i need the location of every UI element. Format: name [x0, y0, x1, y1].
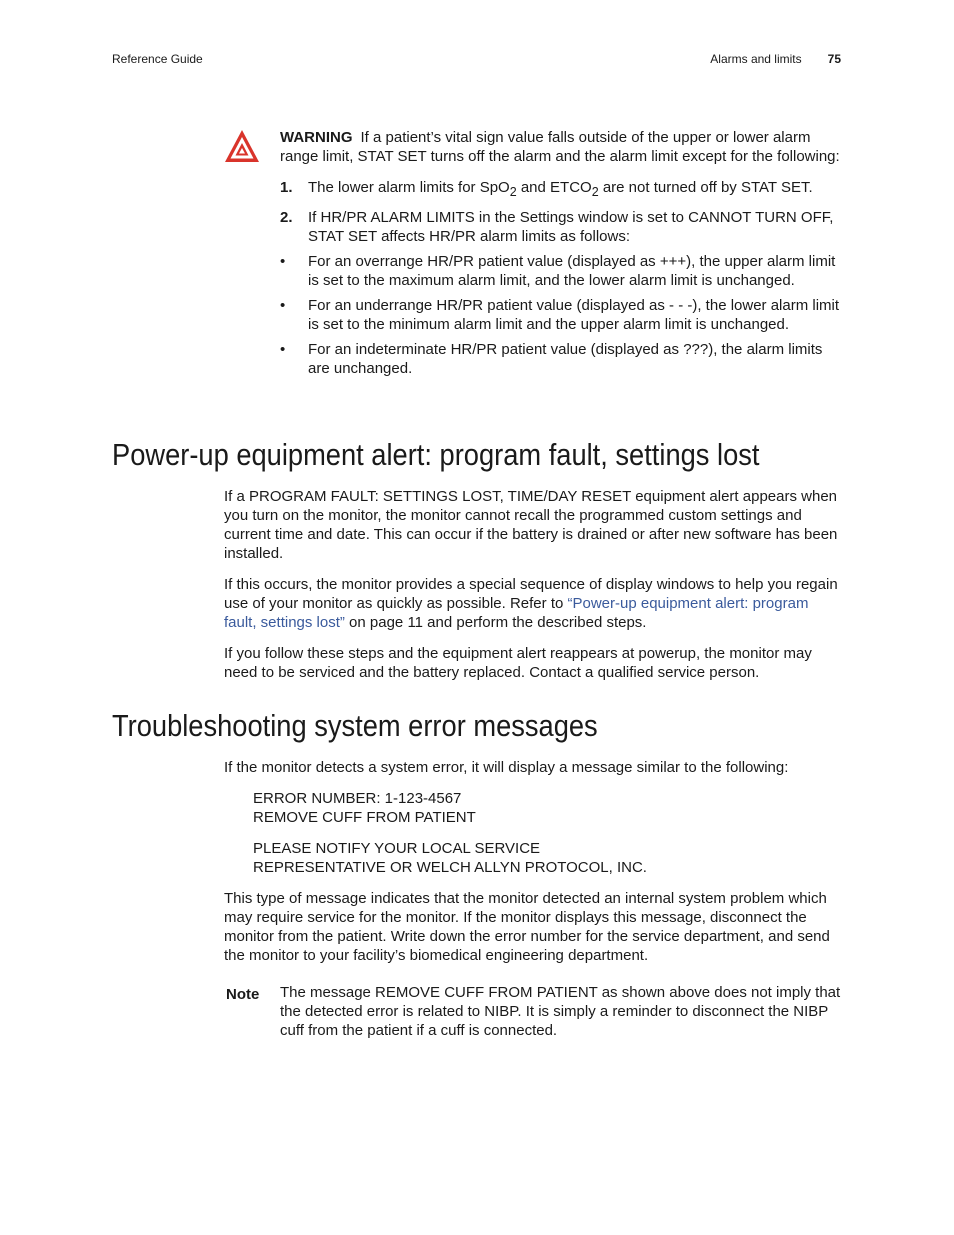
running-header-section — [710, 52, 841, 66]
section-heading-power-up: Power-up equipment alert: program fault, settings lost — [112, 437, 760, 472]
paragraph — [224, 575, 842, 632]
paragraph: This type of message indicates that the monitor detected an internal system problem which may require service for the monitor. If the monitor displays this message, disconnect the monitor from the patient. Write down the error number for the service department, and send the monitor to your facility’s biomedical engineering department. — [224, 890, 830, 964]
error-message-example — [224, 839, 842, 877]
bullet-icon: • — [280, 341, 286, 358]
running-header-title: Reference Guide — [112, 52, 203, 66]
bullet-item — [280, 340, 842, 378]
bullet-text: For an indeterminate HR/PR patient value (displayed as ???), the alarm limits are unchanged. — [308, 341, 823, 377]
note-text: The message REMOVE CUFF FROM PATIENT as shown above does not imply that the detected error is related to NIBP. It is simply a reminder to disconnect the NIBP cuff from the patient if a cuff is connected. — [280, 984, 841, 1039]
troubleshooting-section-body — [224, 758, 842, 977]
bullet-icon: • — [280, 253, 286, 270]
message-line: REMOVE CUFF FROM PATIENT — [253, 809, 476, 826]
item-text: and ETCO — [516, 179, 592, 196]
power-up-section-body — [224, 487, 842, 694]
error-message-example — [224, 789, 842, 827]
warning-block — [280, 128, 842, 378]
bullet-text: For an underrange HR/PR patient value (displayed as - - -), the lower alarm limit is set to the minimum alarm limit and the upper alarm limit is unchanged. — [308, 297, 840, 333]
item-text: are not turned off by STAT SET. — [598, 179, 813, 196]
paragraph: If a PROGRAM FAULT: SETTINGS LOST, TIME/DAY RESET equipment alert appears when you turn on the monitor, the monitor cannot recall the programmed custom settings and current time and date. This can occur if the battery is drained or after new software has been installed. — [224, 488, 838, 562]
bullet-icon: • — [280, 297, 286, 314]
message-line: PLEASE NOTIFY YOUR LOCAL SERVICE — [253, 840, 541, 857]
numbered-item-1 — [280, 178, 842, 202]
message-line: ERROR NUMBER: 1-123-4567 — [253, 790, 462, 807]
warning-label: WARNING — [280, 129, 353, 146]
item-number: 2. — [280, 209, 293, 226]
cross-reference-link[interactable]: “Power-up equipment alert: program fault, settings lost” — [224, 595, 809, 631]
paragraph: If you follow these steps and the equipment alert reappears at powerup, the monitor may need to be serviced and the battery replaced. Contact a qualified service person. — [224, 645, 812, 681]
header-section-name: Alarms and limits — [710, 52, 802, 66]
item-text: The lower alarm limits for SpO — [308, 179, 510, 196]
warning-triangle-icon — [224, 129, 260, 163]
numbered-item-2 — [280, 208, 842, 246]
bullet-text: For an overrange HR/PR patient value (displayed as +++), the upper alarm limit is set to the maximum alarm limit, and the lower alarm limit is unchanged. — [308, 253, 836, 289]
paragraph-text: on page 11 and perform the described steps. — [344, 614, 647, 631]
note-label: Note — [226, 986, 260, 1003]
note-block — [224, 983, 842, 1040]
bullet-item — [280, 252, 842, 290]
page-number: 75 — [827, 52, 841, 66]
item-text: If HR/PR ALARM LIMITS in the Settings window is set to CANNOT TURN OFF, STAT SET affects HR/PR alarm limits as follows: — [308, 209, 834, 245]
message-line: REPRESENTATIVE OR WELCH ALLYN PROTOCOL, INC. — [253, 859, 647, 876]
warning-text: If a patient’s vital sign value falls outside of the upper or lower alarm range limit, STAT SET turns off the alarm and the alarm limit except for the following: — [280, 129, 840, 165]
warning-intro — [280, 128, 842, 166]
paragraph-text: If this occurs, the monitor provides a special sequence of display windows to help you regain use of your monitor as quickly as possible. Refer to — [224, 576, 838, 612]
paragraph: If the monitor detects a system error, it will display a message similar to the following: — [224, 759, 789, 776]
subscript: 2 — [591, 185, 599, 199]
section-heading-troubleshooting: Troubleshooting system error messages — [112, 708, 598, 743]
item-number: 1. — [280, 179, 293, 196]
subscript: 2 — [509, 185, 517, 199]
bullet-item — [280, 296, 842, 334]
